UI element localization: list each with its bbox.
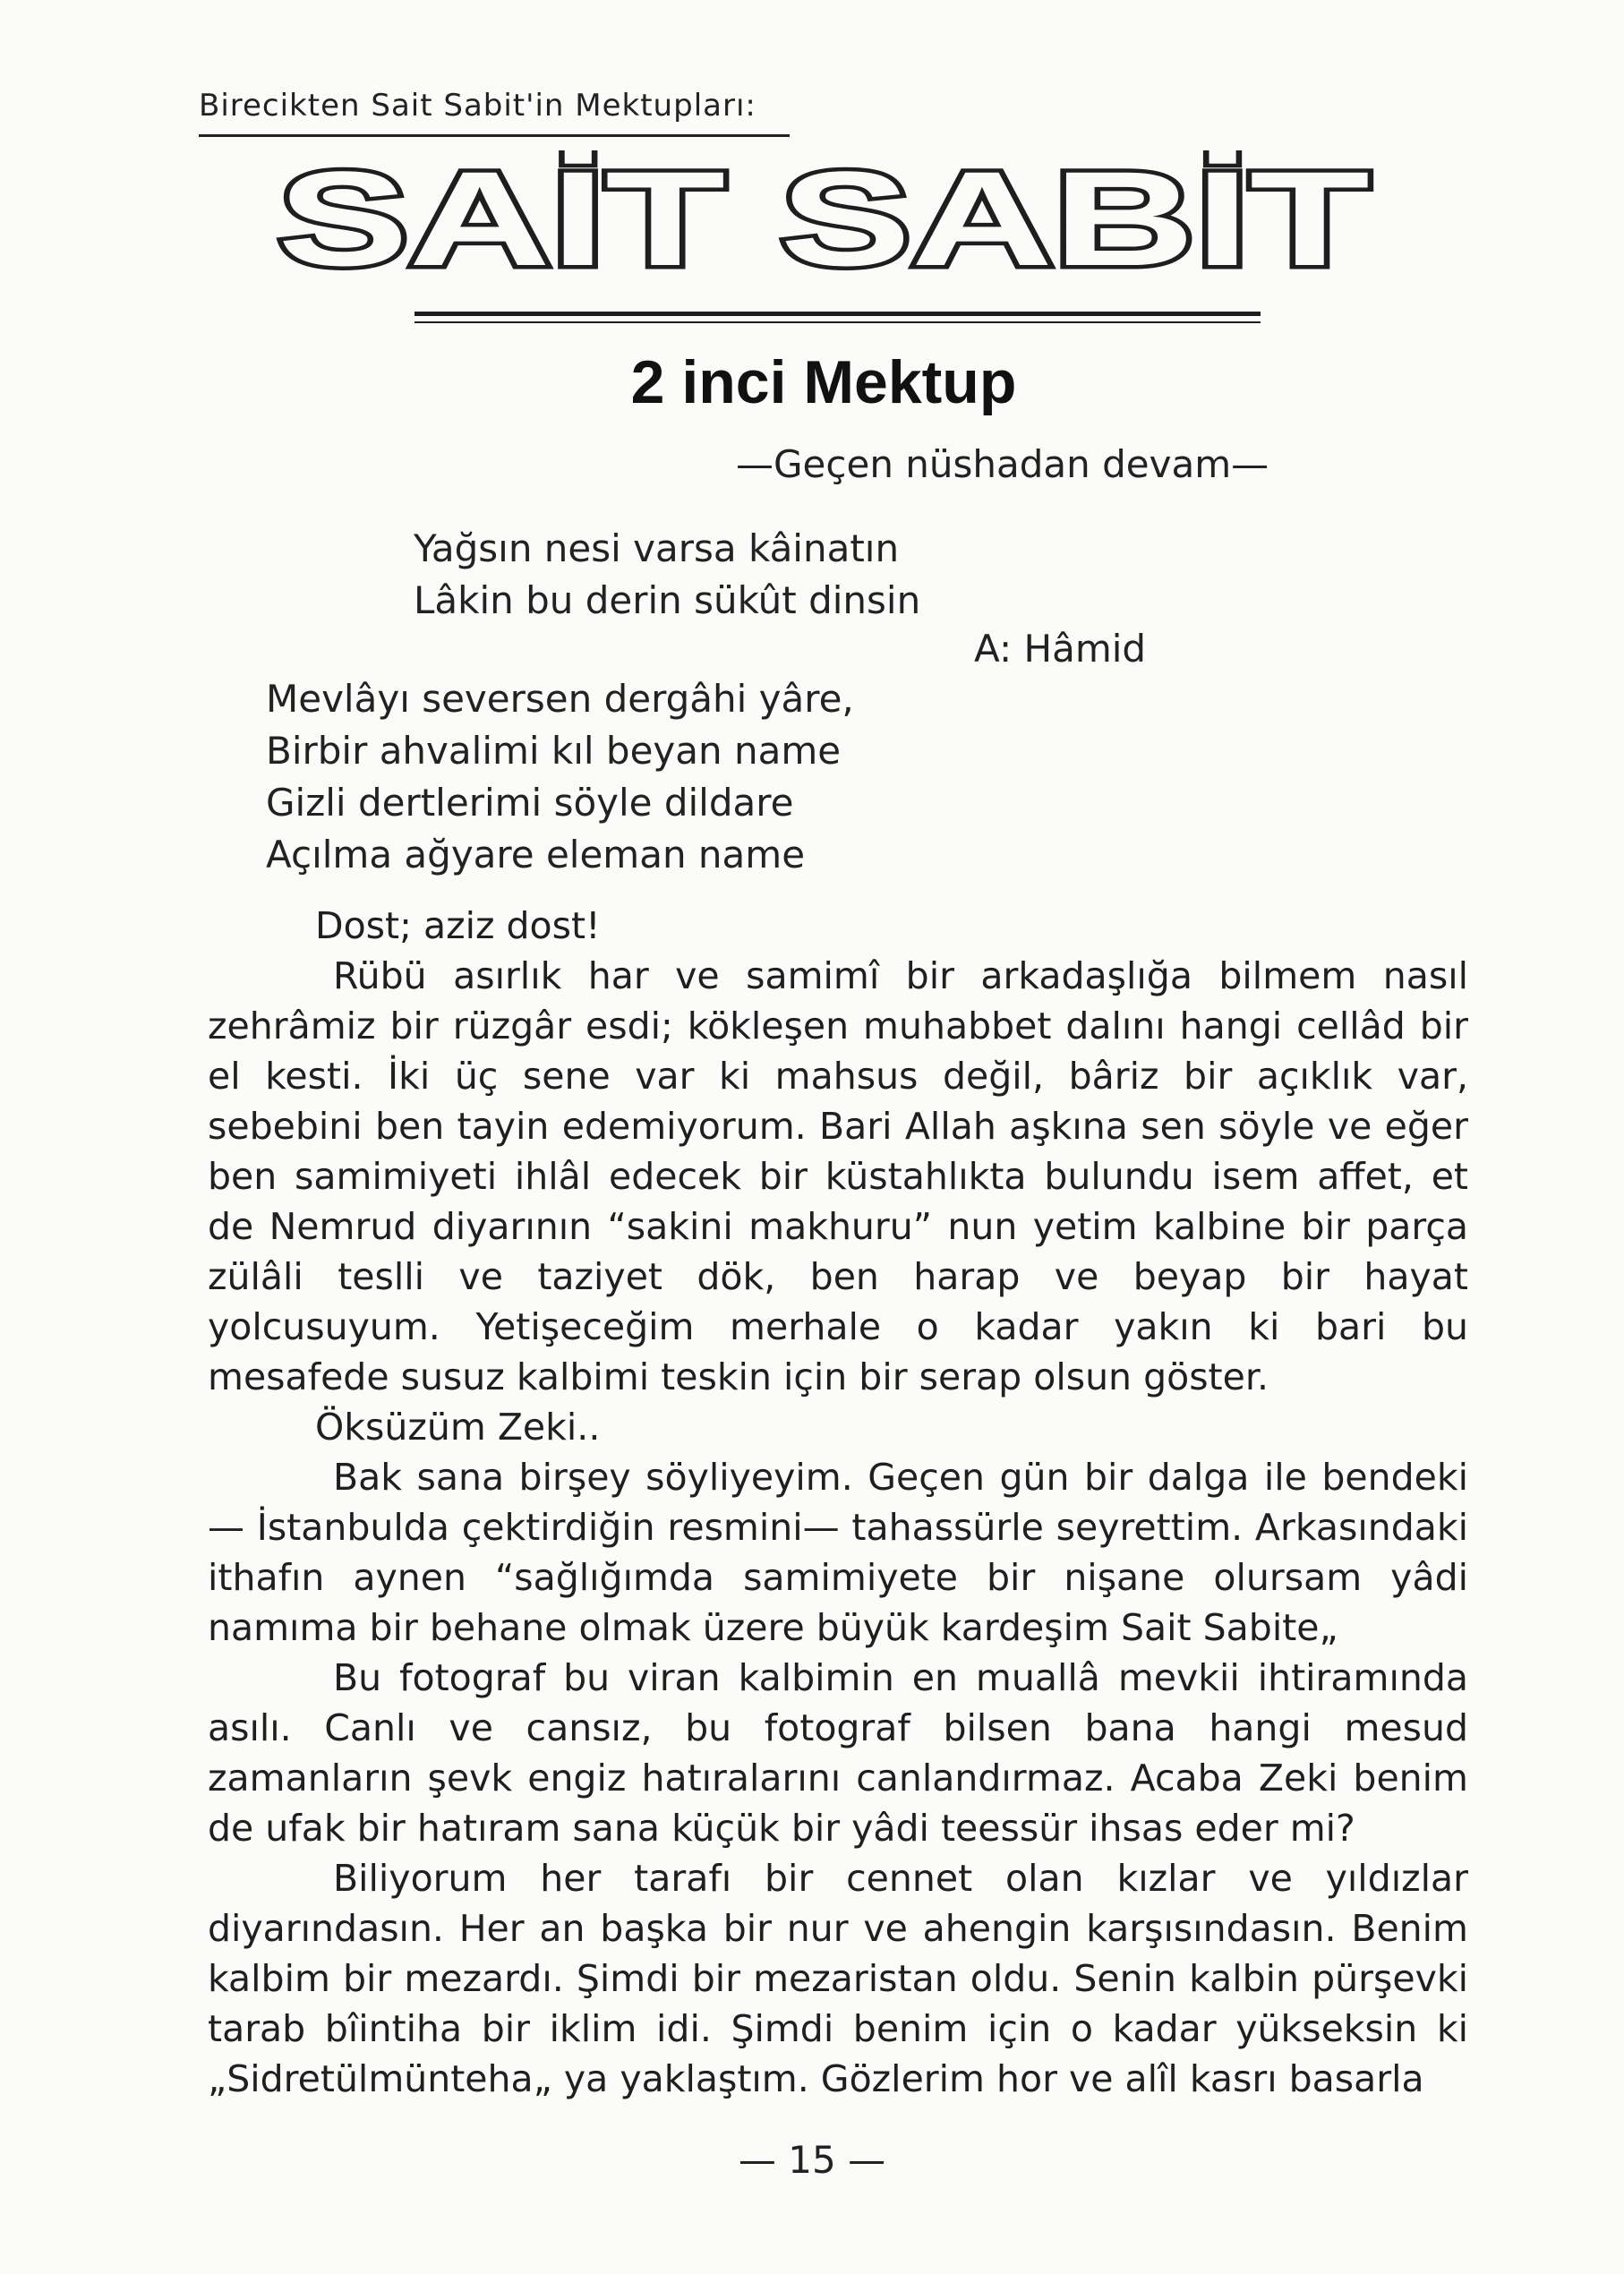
body-paragraph: Bu fotograf bu viran kalbimin en muallâ mevkii ihtiramında asılı. Canlı ve cansız, bu fotograf bilsen bana hangi mesud zamanların şevk engiz hatıralarını canlandırmaz. Acaba Zeki benim de ufak bir hatıram sana küçük bir yâdi teessür ihsas eder mi? [208, 1656, 1468, 1850]
series-heading: Birecikten Sait Sabit'in Mektupları: [199, 88, 756, 124]
address-line: Öksüzüm Zeki.. [315, 1406, 601, 1449]
title-rule-thick [415, 312, 1261, 316]
epigraph-line: Yağsın nesi varsa kâinatın [414, 526, 900, 570]
letter-title: 2 inci Mektup [630, 348, 1017, 416]
verse-line: Mevlâyı seversen dergâhi yâre, [266, 677, 854, 721]
verse-line: Gizli dertlerimi söyle dildare [266, 781, 794, 825]
verse [266, 673, 854, 881]
continued-note: —Geçen nüshadan devam— [736, 442, 1269, 486]
page-number: — 15 — [738, 2138, 886, 2182]
verse-line: Açılma ağyare eleman name [266, 833, 806, 876]
epigraph [414, 523, 920, 627]
series-underline [199, 134, 790, 137]
salutation: Dost; aziz dost! [315, 904, 601, 947]
body-paragraph: Bak sana birşey söyliyeyim. Geçen gün bir dalga ile bendeki — İstanbulda çektirdiğin resmini— tahassürle seyrettim. Arkasındaki ithafın aynen “sağlığımda samimiyete bir nişane olursam yâdi namıma bir behane olmak üzere büyük kardeşim Sait Sabite„ [208, 1456, 1468, 1649]
verse-line: Birbir ahvalimi kıl beyan name [266, 729, 842, 773]
logo-text: SAİT SABİT [278, 150, 1370, 285]
epigraph-attribution: A: Hâmid [974, 627, 1147, 671]
letter-body [208, 901, 1468, 2104]
masthead-logo [269, 150, 1379, 285]
body-paragraph: Rübü asırlık har ve samimî bir arkadaşlığa bilmem nasıl zehrâmiz bir rüzgâr esdi; kökleşen muhabbet dalını hangi cellâd bir el kesti. İki üç sene var ki mahsus değil, bâriz bir açıklık var, sebebini ben tayin edemiyorum. Bari Allah aşkına sen söyle ve eğer ben samimiyeti ihlâl edecek bir küstahlıkta bulundu isem affet, et de Nemrud diyarının “sakini makhuru” nun yetim kalbine bir parça zülâli teslli̇ ve taziyet dök, ben harap ve beyap bir hayat yolcusuyum. Yetişeceğim merhale o kadar yakın ki bari bu mesafede susuz kalbimi teskin için bir serap olsun göster. [208, 954, 1468, 1398]
body-paragraph: Biliyorum her tarafı bir cennet olan kızlar ve yıldızlar diyarındasın. Her an başka bir nur ve ahengin karşısındasın. Benim kalbim bir mezardı. Şimdi bir mezaristan oldu. Senin kalbin pürşevki tarab bîintiha bir iklim idi. Şimdi benim için o kadar yükseksin ki „Sidretülmünteha„ ya yaklaştım. Gözlerim hor ve alîl kasrı basarla [208, 1857, 1468, 2100]
title-rule-thin [415, 321, 1261, 323]
epigraph-line: Lâkin bu derin sükût dinsin [414, 578, 921, 622]
